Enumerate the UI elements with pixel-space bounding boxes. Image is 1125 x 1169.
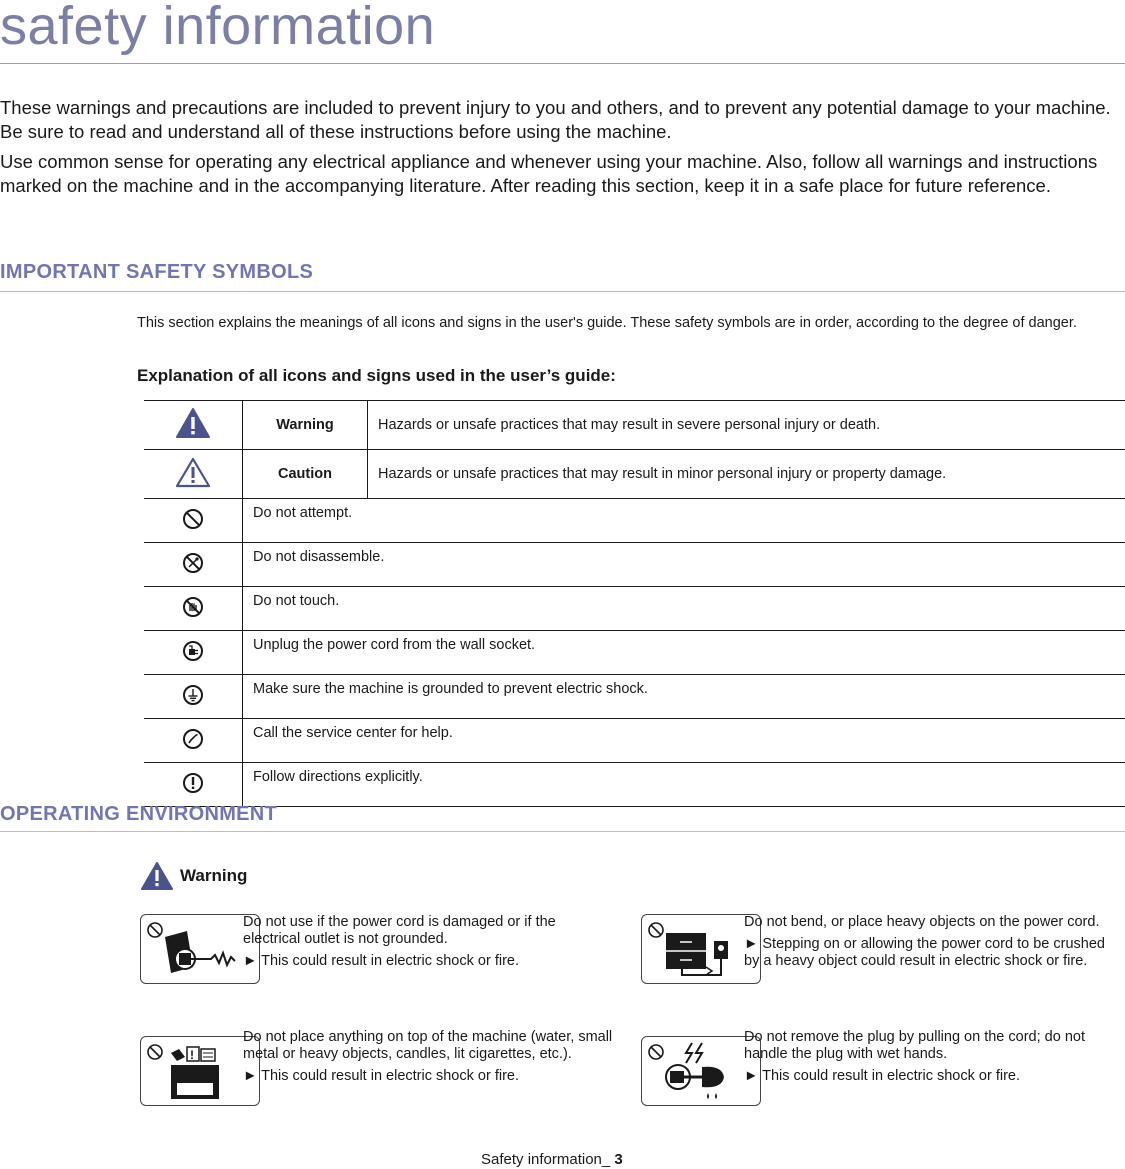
symbol-description: Do not touch.	[243, 587, 1125, 631]
prohibited-icon	[182, 508, 204, 530]
item-text	[744, 1029, 1114, 1090]
item-text	[243, 914, 613, 975]
icon-cell	[144, 675, 243, 719]
table-row	[144, 450, 1125, 499]
ground-icon	[182, 684, 204, 706]
warning-label-row	[140, 861, 247, 891]
icon-cell	[144, 401, 243, 450]
objects-on-machine-illustration-icon	[141, 1037, 259, 1105]
item-consequence: ► This could result in electric shock or fire.	[744, 1068, 1020, 1084]
symbol-description: Hazards or unsafe practices that may result in minor personal injury or property damage.	[368, 450, 1125, 499]
svg-text:!: !	[190, 1048, 194, 1062]
illustration-frame	[641, 1036, 761, 1106]
item-consequence: ► This could result in electric shock or fire.	[243, 953, 519, 969]
table-row	[144, 401, 1125, 450]
environment-section-heading: OPERATING ENVIRONMENT	[0, 803, 278, 825]
symbol-description: Do not disassemble.	[243, 543, 1125, 587]
page-number: 3	[614, 1151, 623, 1168]
illustration-frame	[140, 914, 260, 984]
table-row	[144, 719, 1125, 763]
footer-label: Safety information_	[481, 1151, 615, 1168]
symbol-description: Unplug the power cord from the wall socket.	[243, 631, 1125, 675]
symbols-section-heading: IMPORTANT SAFETY SYMBOLS	[0, 261, 314, 283]
intro-paragraph: These warnings and precautions are included to prevent injury to you and others, and to prevent any potential damage to your machine. Be sure to read and understand all of these instructions before using the machine.	[0, 97, 1111, 142]
icon-cell	[144, 543, 243, 587]
table-row	[144, 499, 1125, 543]
icon-cell	[144, 587, 243, 631]
follow-directions-icon	[182, 772, 204, 794]
item-instruction: Do not use if the power cord is damaged or if the electrical outlet is not grounded.	[243, 914, 556, 947]
table-row	[144, 543, 1125, 587]
caution-triangle-outline-icon	[175, 456, 211, 488]
icon-cell	[144, 450, 243, 499]
symbol-label: Caution	[243, 450, 368, 499]
warning-triangle-filled-icon	[140, 861, 174, 891]
item-instruction: Do not remove the plug by pulling on the cord; do not handle the plug with wet hands.	[744, 1029, 1085, 1062]
intro-paragraph: Use common sense for operating any electrical appliance and whenever using your machine. Also, follow all warnings and instructions marked on the machine and in the accompanying literature. After reading this section, keep it in a safe place for future reference.	[0, 151, 1098, 196]
item-text	[243, 1029, 613, 1090]
item-instruction: Do not place anything on top of the machine (water, small metal or heavy objects, candles, lit cigarettes, etc.).	[243, 1029, 613, 1062]
title-divider	[0, 63, 1125, 64]
page-title: safety information	[0, 0, 436, 56]
symbol-description: Make sure the machine is grounded to prevent electric shock.	[243, 675, 1125, 719]
pull-plug-wet-hands-illustration-icon	[642, 1037, 760, 1105]
do-not-disassemble-icon	[182, 552, 204, 574]
section-divider	[0, 291, 1125, 292]
symbol-description: Hazards or unsafe practices that may result in severe personal injury or death.	[368, 401, 1125, 450]
symbols-description: This section explains the meanings of all icons and signs in the user's guide. These safety symbols are in order, according to the degree of danger.	[137, 315, 1077, 331]
icon-cell	[144, 631, 243, 675]
table-row	[144, 675, 1125, 719]
damaged-cord-illustration-icon	[141, 915, 259, 983]
unplug-icon	[182, 640, 204, 662]
symbol-label: Warning	[243, 401, 368, 450]
item-consequence: ► Stepping on or allowing the power cord to be crushed by a heavy object could result in electric shock or fire.	[744, 936, 1105, 969]
warning-label: Warning	[180, 866, 248, 885]
symbols-table	[144, 400, 1125, 807]
symbol-description: Call the service center for help.	[243, 719, 1125, 763]
item-consequence: ► This could result in electric shock or fire.	[243, 1068, 519, 1084]
symbol-description: Do not attempt.	[243, 499, 1125, 543]
page-footer	[481, 1151, 623, 1168]
heavy-object-on-cord-illustration-icon	[642, 915, 760, 983]
item-instruction: Do not bend, or place heavy objects on the power cord.	[744, 914, 1100, 930]
item-text	[744, 914, 1114, 975]
icon-cell	[144, 763, 243, 807]
table-row	[144, 763, 1125, 807]
do-not-touch-icon	[182, 596, 204, 618]
illustration-frame	[641, 914, 761, 984]
service-call-icon	[182, 728, 204, 750]
icon-cell	[144, 499, 243, 543]
table-row	[144, 631, 1125, 675]
illustration-frame	[140, 1036, 260, 1106]
section-divider	[0, 831, 1125, 832]
table-row	[144, 587, 1125, 631]
warning-triangle-filled-icon	[175, 407, 211, 439]
intro-text	[0, 96, 1122, 204]
symbols-subheading: Explanation of all icons and signs used in the user’s guide:	[137, 366, 616, 385]
icon-cell	[144, 719, 243, 763]
symbol-description: Follow directions explicitly.	[243, 763, 1125, 807]
